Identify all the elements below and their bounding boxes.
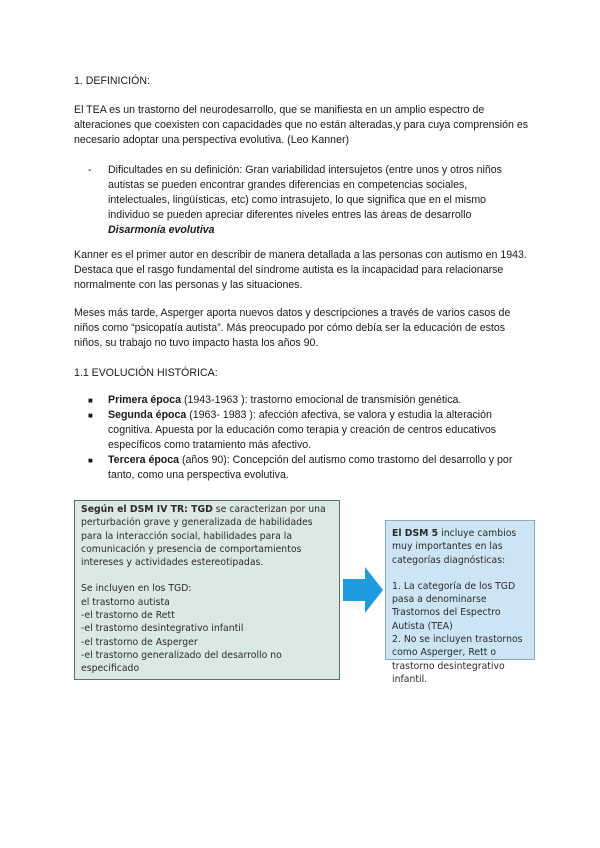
disarmonia-emphasis: Disarmonía evolutiva <box>108 224 215 236</box>
intro-paragraph: El TEA es un trastorno del neurodesarrollo, que se manifiesta en un amplio espectro de alteraciones que coexisten con capacidades que no están alteradas,y para cuya comprensión es necesario adoptar una perspectiva evolutiva. (Leo Kanner) <box>74 104 529 146</box>
epoch-label: Segunda época <box>108 409 187 421</box>
epoch-text: (años 90): Concepción del autismo como trastorno del desarrollo y por tanto, como una perspectiva evolutiva. <box>108 454 513 481</box>
dsm5-intro: incluye cambios muy importantes en las categorías diagnósticas: <box>392 528 517 566</box>
dsm4-description <box>81 503 333 569</box>
epoch-label: Tercera época <box>108 454 180 466</box>
square-bullet: ■ <box>88 456 93 465</box>
epoch-item-3 <box>88 453 528 483</box>
dsm5-point-2: 2. No se incluyen trastornos como Asperger, Rett o trastorno desintegrativo infantil. <box>392 634 523 685</box>
history-heading: 1.1 EVOLUCIÓN HISTÓRICA: <box>74 367 218 379</box>
list-item: -el trastorno generalizado del desarrollo no especificado <box>81 649 282 675</box>
dash-bullet: - <box>88 164 92 176</box>
dsm4-title: Según el DSM IV TR: TGD <box>81 504 213 515</box>
right-arrow-icon <box>343 567 383 613</box>
dsm5-box <box>385 520 535 685</box>
list-item: el trastorno autista <box>81 596 170 608</box>
epoch-item-1 <box>88 393 528 408</box>
epoch-text: (1943-1963 ): trastorno emocional de transmisión genética. <box>181 394 462 406</box>
dsm4-list-intro: Se incluyen en los TGD: <box>81 583 192 595</box>
dsm4-box <box>74 500 340 680</box>
epoch-label: Primera época <box>108 394 182 406</box>
dsm5-description <box>392 527 528 567</box>
list-item: -el trastorno de Asperger <box>81 636 198 648</box>
epoch-item-2 <box>88 408 528 453</box>
definition-bullet-list <box>88 163 528 238</box>
list-item: -el trastorno de Rett <box>81 610 175 622</box>
epoch-text: (1963- 1983 ): afección afectiva, se valora y estudia la alteración cognitiva. Apuesta por la educación como terapia y creación de centros educativos específicos como tratamiento más afectivo. <box>108 409 497 451</box>
square-bullet: ■ <box>88 411 93 420</box>
asperger-paragraph: Meses más tarde, Asperger aporta nuevos datos y descripciones a través de varios casos de niños como “psicopatía autista”. Más preocupado por cómo debía ser la educación de estos niños, su trabajo no tuvo impacto hasta los años 90. <box>74 307 511 349</box>
square-bullet: ■ <box>88 396 93 405</box>
definition-bullet-text: Dificultades en su definición: Gran variabilidad intersujetos (entre unos y otros niños autistas se pueden encontrar grandes diferencias en competencias sociales, intelectuales, lingüísticas, etc) como intrasujeto, lo que significa que en el mismo individuo se pueden apreciar diferentes niveles entres las áreas de desarrollo <box>108 164 502 221</box>
section-heading-definicion: 1. DEFINICIÓN: <box>74 75 150 87</box>
kanner-paragraph: Kanner es el primer autor en describir de manera detallada a las personas con autismo en 1943. Destaca que el rasgo fundamental del síndrome autista es la incapacidad para relacionarse normalmente con las personas y las situaciones. <box>74 249 527 291</box>
epochs-list <box>88 393 528 483</box>
list-item: -el trastorno desintegrativo infantil <box>81 623 244 635</box>
dsm5-point-1: 1. La categoría de los TGD pasa a denominarse Trastornos del Espectro Autista (TEA) <box>392 580 516 632</box>
dsm5-title: El DSM 5 <box>392 528 439 539</box>
list-item <box>88 163 528 238</box>
dsm4-intro: se caracterizan por una perturbación grave y generalizada de habilidades para la interacción social, habilidades para la comunicación y presencia de comportamientos intereses y actividades estereotipadas. <box>81 504 326 569</box>
